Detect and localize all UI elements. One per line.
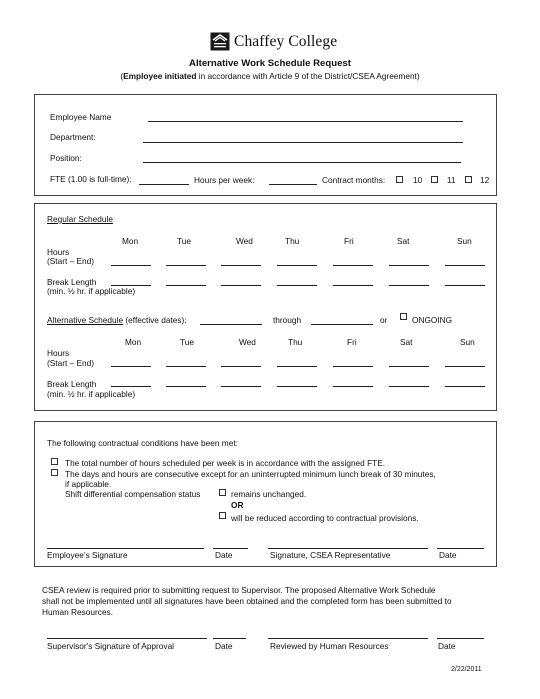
hr-review-field[interactable] [268, 638, 428, 639]
form-title: Alternative Work Schedule Request [189, 58, 351, 69]
shift-unchanged-label: remains unchanged. [231, 489, 307, 499]
alternative-hours-wed[interactable] [221, 366, 261, 367]
college-logo-icon [210, 32, 230, 51]
regular-hours-sun[interactable] [445, 265, 485, 266]
alternative-break-mon[interactable] [111, 386, 151, 387]
alternative-hours-fri[interactable] [333, 366, 373, 367]
alternative-break-fri[interactable] [333, 386, 373, 387]
subtitle-open: ( [120, 71, 124, 81]
department-label: Department: [50, 132, 96, 142]
regular-day-thu: Thu [285, 236, 300, 246]
alternative-day-sat: Sat [400, 337, 413, 347]
regular-day-mon: Mon [122, 236, 139, 246]
regular-hours-wed[interactable] [221, 265, 261, 266]
supervisor-signature-field[interactable] [47, 638, 207, 639]
regular-day-fri: Fri [344, 236, 354, 246]
alternative-day-thu: Thu [288, 337, 303, 347]
csea-date-label: Date [439, 550, 457, 560]
csea-notice-line3: Human Resources. [42, 607, 114, 617]
csea-date-field[interactable] [437, 548, 484, 549]
alternative-heading-underlined: Alternative Schedule [47, 315, 124, 325]
regular-hours-fri[interactable] [333, 265, 373, 266]
hours-per-week-label: Hours per week: [194, 175, 255, 185]
shift-or-label: OR [231, 500, 244, 510]
position-field[interactable] [143, 162, 461, 163]
supervisor-signature-label: Supervisor's Signature of Approval [47, 641, 175, 651]
contract-10-label: 10 [413, 175, 423, 185]
ongoing-checkbox[interactable] [400, 313, 407, 320]
regular-hours-tue[interactable] [166, 265, 206, 266]
regular-hours-mon[interactable] [111, 265, 151, 266]
csea-signature-field[interactable] [268, 548, 428, 549]
contract-11-label: 11 [447, 175, 456, 185]
alternative-start-date-field[interactable] [200, 324, 262, 325]
csea-signature-label: Signature, CSEA Representative [270, 550, 391, 560]
condition-fte-checkbox[interactable] [51, 458, 58, 465]
alternative-schedule-heading [47, 315, 187, 325]
subtitle-rest: in accordance with Article 9 of the District/CSEA Agreement) [196, 71, 420, 81]
through-label: through [273, 315, 302, 325]
department-field[interactable] [143, 142, 463, 143]
subtitle-bold: Employee initiated [123, 71, 197, 81]
contract-months-label: Contract months: [322, 175, 386, 185]
regular-break-fri[interactable] [333, 285, 373, 286]
alternative-day-wed: Wed [239, 337, 256, 347]
college-name: Chaffey College [234, 33, 338, 50]
alternative-break-sublabel: (min. ½ hr. if applicable) [47, 389, 136, 399]
regular-break-thu[interactable] [277, 285, 317, 286]
employee-name-field[interactable] [148, 121, 463, 122]
employee-date-label: Date [215, 550, 233, 560]
shift-unchanged-checkbox[interactable] [219, 489, 226, 496]
regular-break-label: Break Length [47, 277, 97, 287]
alternative-end-date-field[interactable] [311, 324, 373, 325]
alternative-break-thu[interactable] [277, 386, 317, 387]
regular-break-sun[interactable] [445, 285, 485, 286]
revision-date: 2/22/2011 [451, 666, 482, 673]
hr-review-label: Reviewed by Human Resources [270, 641, 389, 651]
employee-signature-field[interactable] [47, 548, 204, 549]
alternative-break-sun[interactable] [445, 386, 485, 387]
contract-11-checkbox[interactable] [431, 176, 438, 183]
alternative-break-wed[interactable] [221, 386, 261, 387]
alternative-day-fri: Fri [347, 337, 357, 347]
hr-date-label: Date [438, 641, 456, 651]
alternative-break-sat[interactable] [389, 386, 429, 387]
csea-notice-line2: shall not be implemented until all signatures have been obtained and the completed form has been submitted to [42, 596, 452, 606]
shift-reduced-label: will be reduced according to contractual provisions. [231, 513, 419, 523]
ongoing-label: ONGOING [412, 315, 453, 325]
regular-day-tue: Tue [177, 236, 191, 246]
regular-hours-label: Hours [47, 247, 70, 257]
regular-break-mon[interactable] [111, 285, 151, 286]
fte-label: FTE (1.00 is full-time): [50, 174, 132, 184]
condition-fte-text: The total number of hours scheduled per week is in accordance with the assigned FTE. [65, 458, 386, 468]
regular-day-wed: Wed [236, 236, 253, 246]
conditions-intro: The following contractual conditions have been met: [47, 438, 238, 448]
alternative-hours-thu[interactable] [277, 366, 317, 367]
alternative-hours-sun[interactable] [445, 366, 485, 367]
regular-hours-thu[interactable] [277, 265, 317, 266]
employee-date-field[interactable] [213, 548, 248, 549]
alternative-hours-sublabel: (Start – End) [47, 358, 95, 368]
supervisor-date-label: Date [215, 641, 233, 651]
regular-schedule-heading: Regular Schedule [47, 214, 113, 224]
or-label: or [380, 315, 388, 325]
alternative-day-sun: Sun [460, 337, 475, 347]
regular-hours-sat[interactable] [389, 265, 429, 266]
regular-break-sat[interactable] [389, 285, 429, 286]
alternative-day-tue: Tue [180, 337, 194, 347]
employee-signature-label: Employee’s Signature [47, 550, 128, 560]
position-label: Position: [50, 153, 82, 163]
condition-consecutive-text-cont: if applicable. [65, 479, 112, 489]
alternative-day-mon: Mon [125, 337, 142, 347]
shift-reduced-checkbox[interactable] [219, 512, 226, 519]
hr-date-field[interactable] [437, 638, 484, 639]
regular-break-wed[interactable] [221, 285, 261, 286]
alternative-break-label: Break Length [47, 379, 97, 389]
fte-field[interactable] [139, 184, 189, 185]
alternative-hours-label: Hours [47, 348, 70, 358]
form-subtitle [0, 71, 540, 81]
condition-consecutive-text: The days and hours are consecutive except for an uninterrupted minimum lunch break of 30 minutes, [65, 469, 436, 479]
schedule-box [34, 203, 497, 411]
alternative-break-tue[interactable] [166, 386, 206, 387]
shift-differential-label: Shift differential compensation status [65, 489, 201, 499]
alternative-heading-rest: (effective dates): [123, 315, 187, 325]
employee-name-label: Employee Name [50, 112, 112, 122]
regular-break-tue[interactable] [166, 285, 206, 286]
condition-consecutive-checkbox[interactable] [51, 469, 58, 476]
supervisor-date-field[interactable] [213, 638, 246, 639]
csea-notice-line1: CSEA review is required prior to submitting request to Supervisor. The proposed Alternative Work Schedule [42, 585, 436, 595]
alternative-hours-tue[interactable] [166, 366, 206, 367]
alternative-hours-mon[interactable] [111, 366, 151, 367]
regular-day-sun: Sun [457, 236, 472, 246]
alternative-hours-sat[interactable] [389, 366, 429, 367]
contract-12-checkbox[interactable] [465, 176, 472, 183]
regular-break-sublabel: (min. ½ hr. if applicable) [47, 286, 136, 296]
contract-10-checkbox[interactable] [396, 176, 403, 183]
hours-per-week-field[interactable] [269, 184, 317, 185]
regular-day-sat: Sat [397, 236, 410, 246]
contract-12-label: 12 [480, 175, 490, 185]
regular-hours-sublabel: (Start – End) [47, 256, 95, 266]
